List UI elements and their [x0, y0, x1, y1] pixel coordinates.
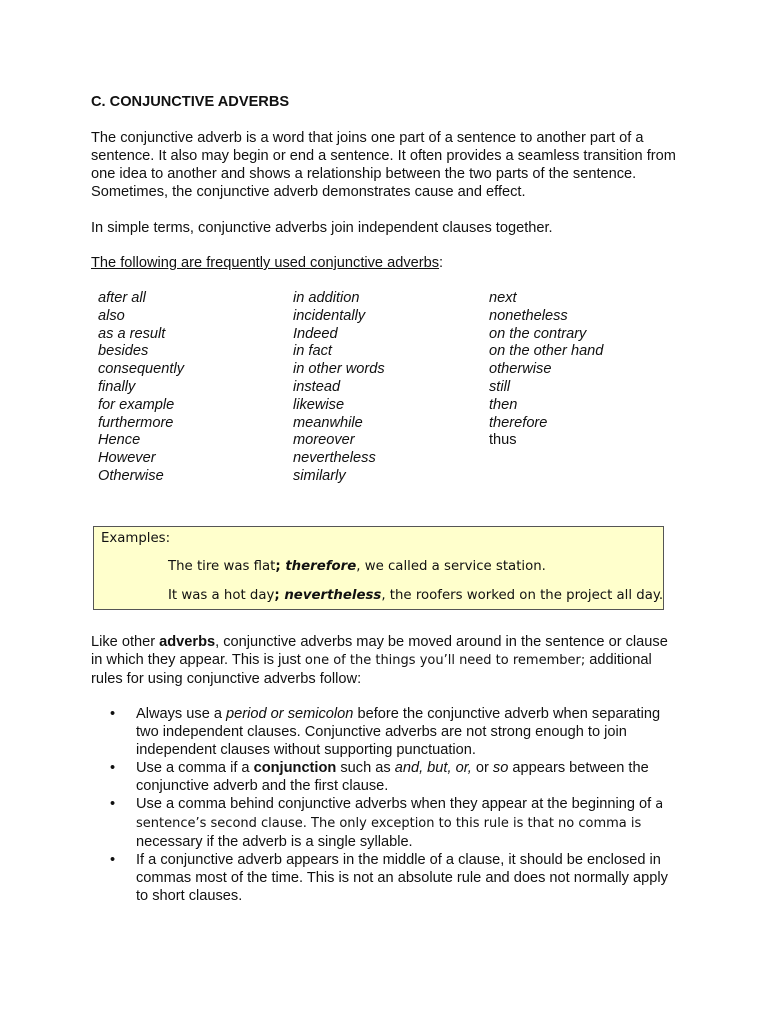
list-item: • Use a comma behind conjunctive adverbs when they appear at the beginning of a sentence’s second clause. The only exception to this rule is that no comma is necessary if the adverb is a single syllable.	[110, 795, 682, 851]
example-sentence-2: It was a hot day; nevertheless, the roofers worked on the project all day.	[168, 588, 664, 603]
example-sentence-1: The tire was flat; therefore, we called a service station.	[168, 559, 546, 574]
adverb-item: nevertheless	[293, 450, 376, 467]
adverb-item: likewise	[293, 396, 345, 413]
list-item: • Always use a period or semicolon before the conjunctive adverb when separating two independent clauses. Conjunctive adverbs are not strong enough to join independent clauses without supporting punctuation.	[110, 705, 682, 759]
list-item: • Use a comma if a conjunction such as and, but, or, or so appears between the conjunctive adverb and the first clause.	[110, 759, 682, 795]
examples-box	[93, 526, 664, 610]
adverb-item: However	[98, 450, 156, 467]
section-heading: C. CONJUNCTIVE ADVERBS	[91, 94, 290, 110]
simple-terms-paragraph: In simple terms, conjunctive adverbs join independent clauses together.	[91, 220, 553, 236]
adverb-item: instead	[293, 378, 341, 395]
adverb-item: Hence	[98, 432, 141, 449]
adverb-item: moreover	[293, 432, 355, 449]
adverb-item: finally	[98, 378, 136, 395]
adverb-item: incidentally	[293, 307, 366, 324]
adverb-item: besides	[98, 343, 149, 360]
intro-paragraph: The conjunctive adverb is a word that joins one part of a sentence to another part of a sentence. It also may begin or end a sentence. It often provides a seamless transition from one idea to another and shows a relationship between the two parts of the sentence. Sometimes, the conjunctive adverb demonstrates cause and effect.	[91, 130, 676, 200]
rules-list	[110, 705, 682, 905]
adverb-item: furthermore	[98, 414, 174, 431]
list-intro-label: The following are frequently used conjunctive adverbs	[91, 255, 440, 271]
adverb-item: in addition	[293, 290, 360, 306]
adverb-item: as a result	[98, 325, 166, 342]
adverb-column-1	[98, 290, 184, 486]
usage-paragraph: Like other adverbs, conjunctive adverbs may be moved around in the sentence or clause in which they appear. This is just one of the things you’ll need to remember; additional rules for using conjunctive adverbs follow:	[91, 634, 668, 687]
adverb-item: thus	[489, 432, 517, 449]
adverb-item: still	[489, 378, 511, 395]
adverb-column-3	[489, 290, 603, 450]
list-intro: The following are frequently used conjunctive adverbs:	[91, 255, 444, 271]
adverb-item: similarly	[293, 467, 346, 484]
adverb-item: Indeed	[293, 325, 338, 342]
adverb-item: after all	[98, 290, 146, 306]
adverb-item: consequently	[98, 361, 185, 378]
examples-title: Examples:	[101, 531, 171, 546]
adverb-item: for example	[98, 396, 175, 413]
adverb-column-2	[293, 290, 385, 486]
adverb-item: therefore	[489, 414, 548, 431]
adverb-item: Otherwise	[98, 467, 164, 484]
adverb-item: on the other hand	[489, 343, 604, 360]
adverb-item: in fact	[293, 343, 332, 360]
adverb-item: nonetheless	[489, 307, 568, 324]
adverb-item: also	[98, 307, 125, 324]
example-adverb: nevertheless	[284, 588, 382, 603]
adverb-item: meanwhile	[293, 414, 363, 431]
adverb-item: in other words	[293, 361, 385, 378]
adverb-item: then	[489, 396, 518, 413]
list-item: • If a conjunctive adverb appears in the middle of a clause, it should be enclosed in commas most of the time. This is not an absolute rule and does not normally apply to short clauses.	[110, 851, 682, 905]
adverb-item: otherwise	[489, 361, 552, 378]
example-adverb: therefore	[285, 559, 357, 574]
adverb-item: next	[489, 290, 517, 306]
adverb-item: on the contrary	[489, 325, 587, 342]
keyword-adverbs: adverbs	[159, 634, 216, 650]
